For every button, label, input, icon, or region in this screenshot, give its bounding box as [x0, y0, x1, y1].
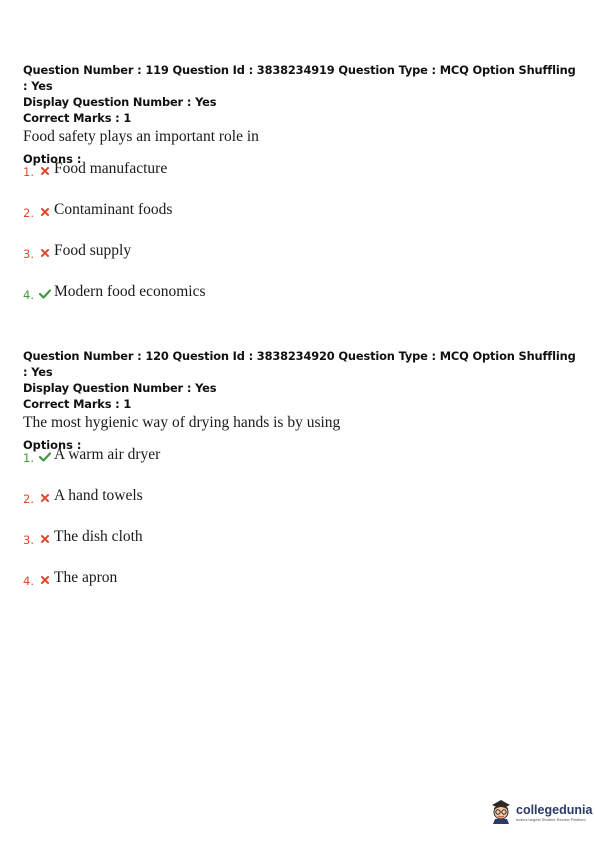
cross-icon: [38, 573, 52, 587]
option-4: [23, 567, 117, 589]
question-meta: Question Number : 120 Question Id : 3838234920 Question Type : MCQ Option Shuffling : Yes: [23, 349, 576, 379]
collegedunia-logo: [489, 798, 592, 829]
question-text: The most hygienic way of drying hands is by using: [23, 414, 341, 431]
cross-icon: [38, 491, 52, 505]
option-3: [23, 240, 131, 262]
option-number: 4.: [23, 288, 34, 302]
option-number: 2.: [23, 206, 34, 220]
option-3: [23, 526, 143, 548]
option-number: 2.: [23, 492, 34, 506]
question-meta: Question Number : 119 Question Id : 3838234919 Question Type : MCQ Option Shuffling : Yes: [23, 63, 576, 93]
options-label: Options :: [23, 438, 82, 452]
option-1: [23, 444, 160, 466]
option-2: [23, 485, 143, 507]
display-question-number: Display Question Number : Yes: [23, 381, 217, 395]
question-119: [23, 62, 583, 302]
question-120: [23, 348, 583, 588]
cross-icon: [38, 205, 52, 219]
student-mascot-icon: [489, 798, 513, 829]
brand-name: collegedunia: [516, 803, 593, 817]
options-label: Options :: [23, 152, 82, 166]
option-text: The dish cloth: [54, 528, 143, 545]
option-2: [23, 199, 172, 221]
option-number: 3.: [23, 533, 34, 547]
option-4: [23, 281, 206, 303]
correct-marks: Correct Marks : 1: [23, 397, 132, 411]
option-number: 4.: [23, 574, 34, 588]
cross-icon: [38, 164, 52, 178]
question-text: Food safety plays an important role in: [23, 128, 259, 145]
cross-icon: [38, 246, 52, 260]
option-number: 1.: [23, 165, 34, 179]
check-icon: [38, 287, 52, 301]
check-icon: [38, 450, 52, 464]
option-text: Modern food economics: [54, 283, 206, 300]
option-text: The apron: [54, 569, 118, 586]
display-question-number: Display Question Number : Yes: [23, 95, 217, 109]
option-text: Food manufacture: [54, 160, 168, 177]
option-text: Food supply: [54, 242, 132, 259]
option-text: A hand towels: [54, 487, 143, 504]
option-text: Contaminant foods: [54, 201, 173, 218]
brand-tagline: India's largest Student Review Platform: [516, 817, 586, 822]
option-number: 3.: [23, 247, 34, 261]
cross-icon: [38, 532, 52, 546]
correct-marks: Correct Marks : 1: [23, 111, 132, 125]
option-text: A warm air dryer: [54, 446, 161, 463]
option-number: 1.: [23, 451, 34, 465]
option-1: [23, 158, 167, 180]
